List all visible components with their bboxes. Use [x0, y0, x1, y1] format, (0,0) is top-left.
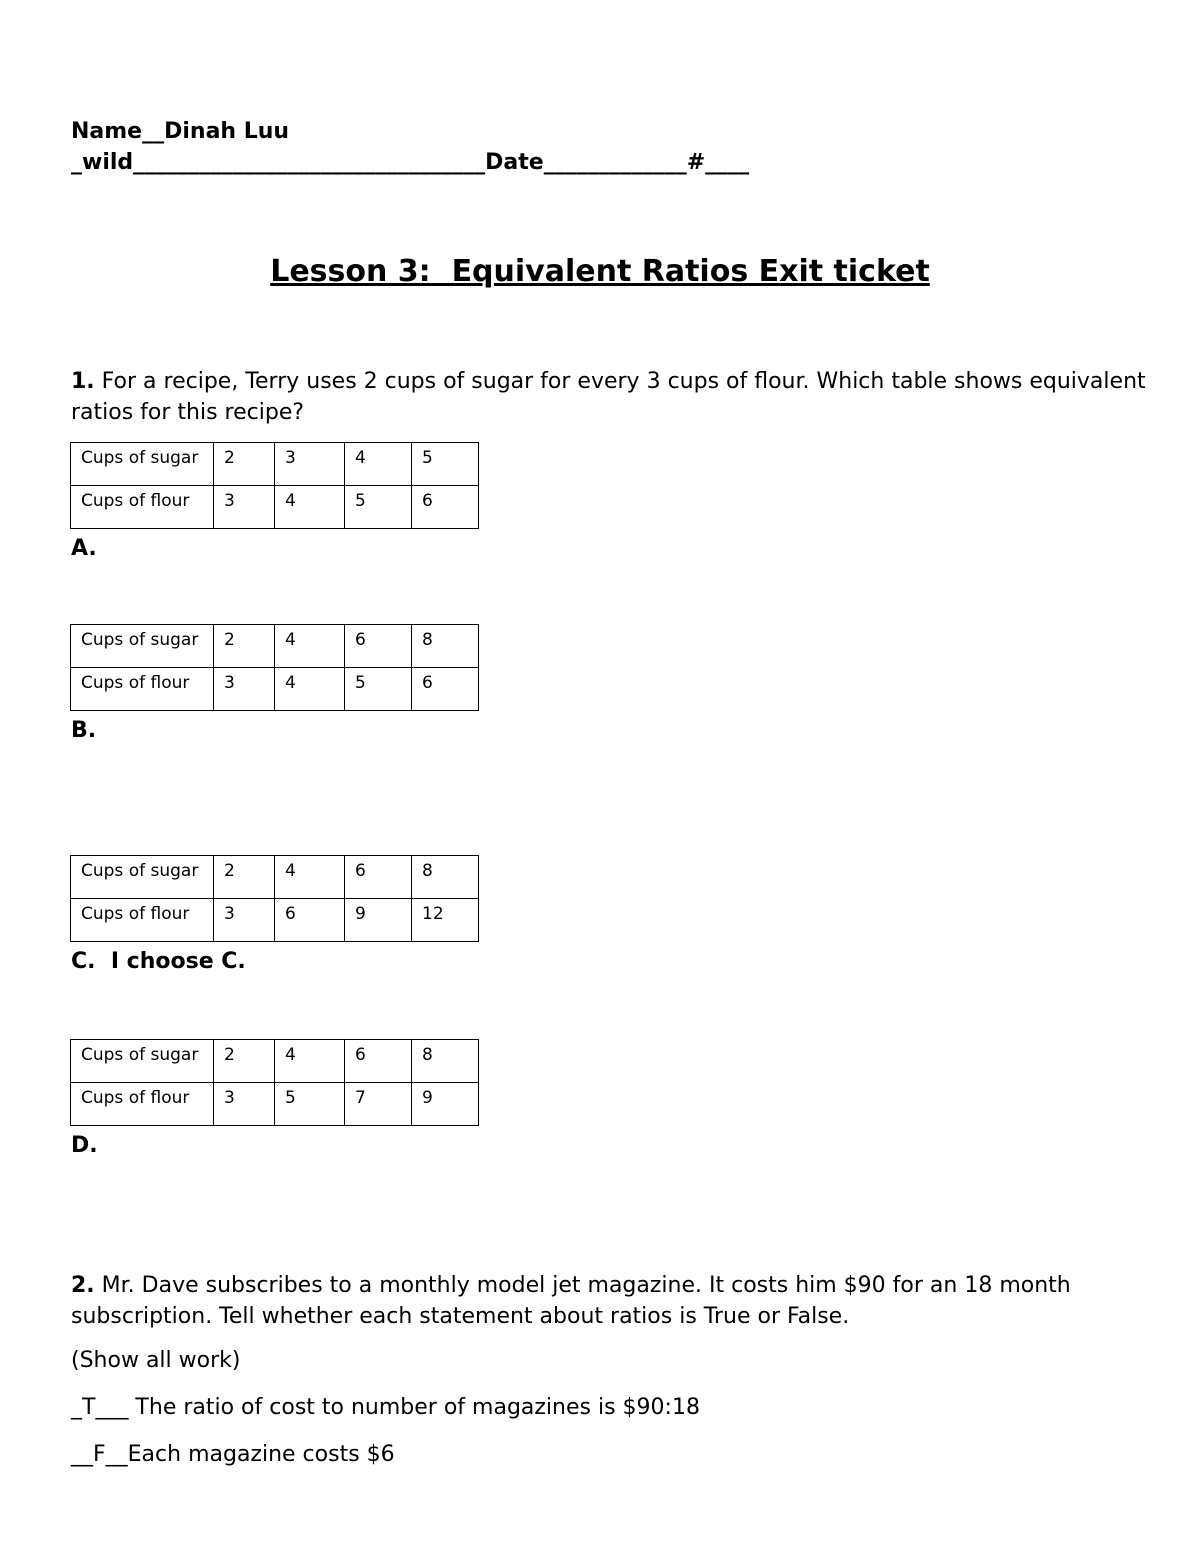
table-cell: 6	[345, 625, 412, 668]
table-cell: Cups of sugar	[71, 625, 214, 668]
table-cell: 12	[412, 899, 479, 942]
table-row	[71, 443, 479, 486]
statement-2: __F__Each magazine costs $6	[71, 1442, 395, 1467]
table-option-b	[70, 624, 479, 711]
show-work-note: (Show all work)	[71, 1348, 241, 1373]
table-cell: Cups of flour	[71, 899, 214, 942]
table-row	[71, 1083, 479, 1126]
question-2-number: 2.	[71, 1273, 95, 1298]
table-row	[71, 625, 479, 668]
table-cell: 4	[275, 1040, 345, 1083]
table-cell: 6	[412, 486, 479, 529]
question-2-text: Mr. Dave subscribes to a monthly model jet magazine. It costs him $90 for an 18 month subscription. Tell whether each statement about ratios is True or False.	[71, 1273, 1071, 1329]
table-cell: Cups of sugar	[71, 1040, 214, 1083]
question-2	[71, 1270, 1151, 1332]
table-row	[71, 899, 479, 942]
table-cell: 2	[214, 625, 275, 668]
statement-1: _T___ The ratio of cost to number of magazines is $90:18	[71, 1395, 700, 1420]
table-cell: 2	[214, 1040, 275, 1083]
table-row	[71, 486, 479, 529]
option-b-label: B.	[71, 718, 97, 743]
table-cell: 3	[214, 668, 275, 711]
table-cell: 2	[214, 443, 275, 486]
question-1	[71, 366, 1151, 428]
table-cell: 5	[345, 668, 412, 711]
table-option-a	[70, 442, 479, 529]
table-cell: 4	[345, 443, 412, 486]
table-cell: 8	[412, 625, 479, 668]
table-row	[71, 1040, 479, 1083]
table-cell: 4	[275, 668, 345, 711]
table-option-d	[70, 1039, 479, 1126]
option-c-label: C. I choose C.	[71, 949, 246, 974]
table-cell: Cups of flour	[71, 1083, 214, 1126]
name-line: Name__Dinah Luu	[71, 119, 290, 144]
table-cell: 7	[345, 1083, 412, 1126]
table-cell: Cups of flour	[71, 668, 214, 711]
table-cell: 4	[275, 486, 345, 529]
question-1-number: 1.	[71, 369, 95, 394]
table-cell: 4	[275, 625, 345, 668]
table-cell: 8	[412, 856, 479, 899]
table-cell: 6	[345, 856, 412, 899]
table-cell: 8	[412, 1040, 479, 1083]
page-title: Lesson 3: Equivalent Ratios Exit ticket	[270, 254, 930, 289]
question-1-text: For a recipe, Terry uses 2 cups of sugar for every 3 cups of flour. Which table shows equivalent ratios for this recipe?	[71, 369, 1146, 425]
table-cell: 6	[345, 1040, 412, 1083]
table-cell: Cups of flour	[71, 486, 214, 529]
table-cell: 6	[412, 668, 479, 711]
table-row	[71, 668, 479, 711]
table-cell: 3	[214, 486, 275, 529]
wild-date-line: _wild________________________________Date_____________#____	[71, 150, 750, 175]
table-cell: 5	[275, 1083, 345, 1126]
table-cell: 6	[275, 899, 345, 942]
table-cell: 4	[275, 856, 345, 899]
table-cell: Cups of sugar	[71, 856, 214, 899]
option-a-label: A.	[71, 536, 97, 561]
table-cell: 9	[412, 1083, 479, 1126]
table-cell: 5	[412, 443, 479, 486]
table-cell: 9	[345, 899, 412, 942]
table-cell: 3	[214, 899, 275, 942]
table-row	[71, 856, 479, 899]
table-cell: 3	[214, 1083, 275, 1126]
table-cell: 2	[214, 856, 275, 899]
table-option-c	[70, 855, 479, 942]
table-cell: 3	[275, 443, 345, 486]
table-cell: 5	[345, 486, 412, 529]
option-d-label: D.	[71, 1133, 98, 1158]
table-cell: Cups of sugar	[71, 443, 214, 486]
